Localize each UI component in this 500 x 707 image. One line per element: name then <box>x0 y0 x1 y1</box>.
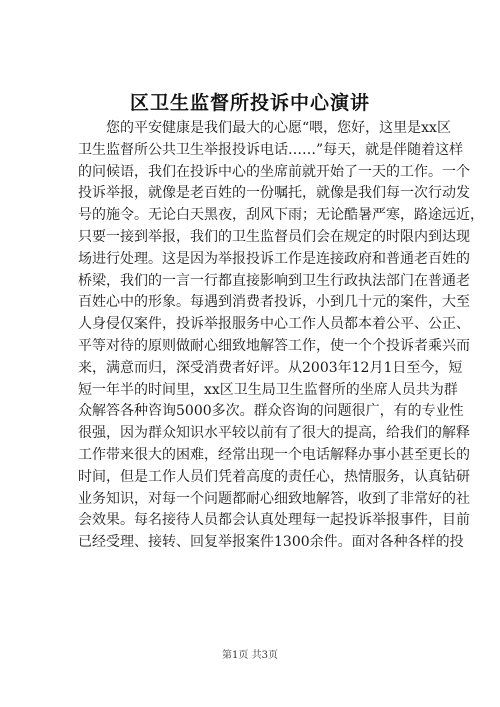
body-line: 桥梁，我们的一言一行都直接影响到卫生行政执法部门在普通老 <box>78 272 470 289</box>
document-title: 区卫生监督所投诉中心演讲 <box>129 92 370 114</box>
body-line: 短一年半的时间里，xx区卫生局卫生监督所的坐席人员共为群 <box>78 381 458 398</box>
body-line: 的问候语，我们在投诉中心的坐席前就开始了一天的工作。一个 <box>78 163 470 180</box>
body-line: 号的施令。无论白天黑夜，刮风下雨；无论酷暑严寒，路途远近， <box>78 207 484 224</box>
body-line: 已经受理、接转、回复举报案件1300余件。面对各种各样的投 <box>78 534 464 551</box>
body-line: 百姓心中的形象。每遇到消费者投诉，小到几十元的案件，大至 <box>78 294 470 311</box>
body-line: 时间，但是工作人员们凭着高度的责任心，热情服务，认真钻研 <box>78 468 470 485</box>
document-body <box>78 118 484 554</box>
body-line: 只要一接到举报，我们的卫生监督员们会在规定的时限内到达现 <box>78 228 470 245</box>
body-line: 工作带来很大的困难，经常出现一个电话解释办事小甚至更长的 <box>78 446 470 463</box>
page-footer: 第1页 共3页 <box>222 650 278 661</box>
body-line: 卫生监督所公共卫生举报投诉电话……”每天，就是伴随着这样 <box>78 141 464 158</box>
body-line: 平等对待的原则做耐心细致地解答工作，使一个个投诉者乘兴而 <box>78 337 470 354</box>
body-line: 会效果。每名接待人员都会认真处理每一起投诉举报事件，目前 <box>78 512 470 529</box>
body-line: 来，满意而归，深受消费者好评。从2003年12月1日至今，短 <box>78 359 463 376</box>
body-line: 众解答各种咨询5000多次。群众咨询的问题很广，有的专业性 <box>78 403 464 420</box>
body-line: 您的平安健康是我们最大的心愿“喂，您好，这里是xx区 <box>78 120 451 136</box>
body-line: 投诉举报，就像是老百姓的一份嘱托，就像是我们每一次行动发 <box>78 185 470 202</box>
body-line: 很强，因为群众知识水平较以前有了很大的提高，给我们的解释 <box>78 425 470 442</box>
body-line: 业务知识，对每一个问题都耐心细致地解答，收到了非常好的社 <box>78 490 470 507</box>
body-line: 场进行处理。这是因为举报投诉工作是连接政府和普通老百姓的 <box>78 250 470 267</box>
body-line: 人身侵仅案件，投诉举报服务中心工作人员都本着公平、公正、 <box>78 316 470 333</box>
